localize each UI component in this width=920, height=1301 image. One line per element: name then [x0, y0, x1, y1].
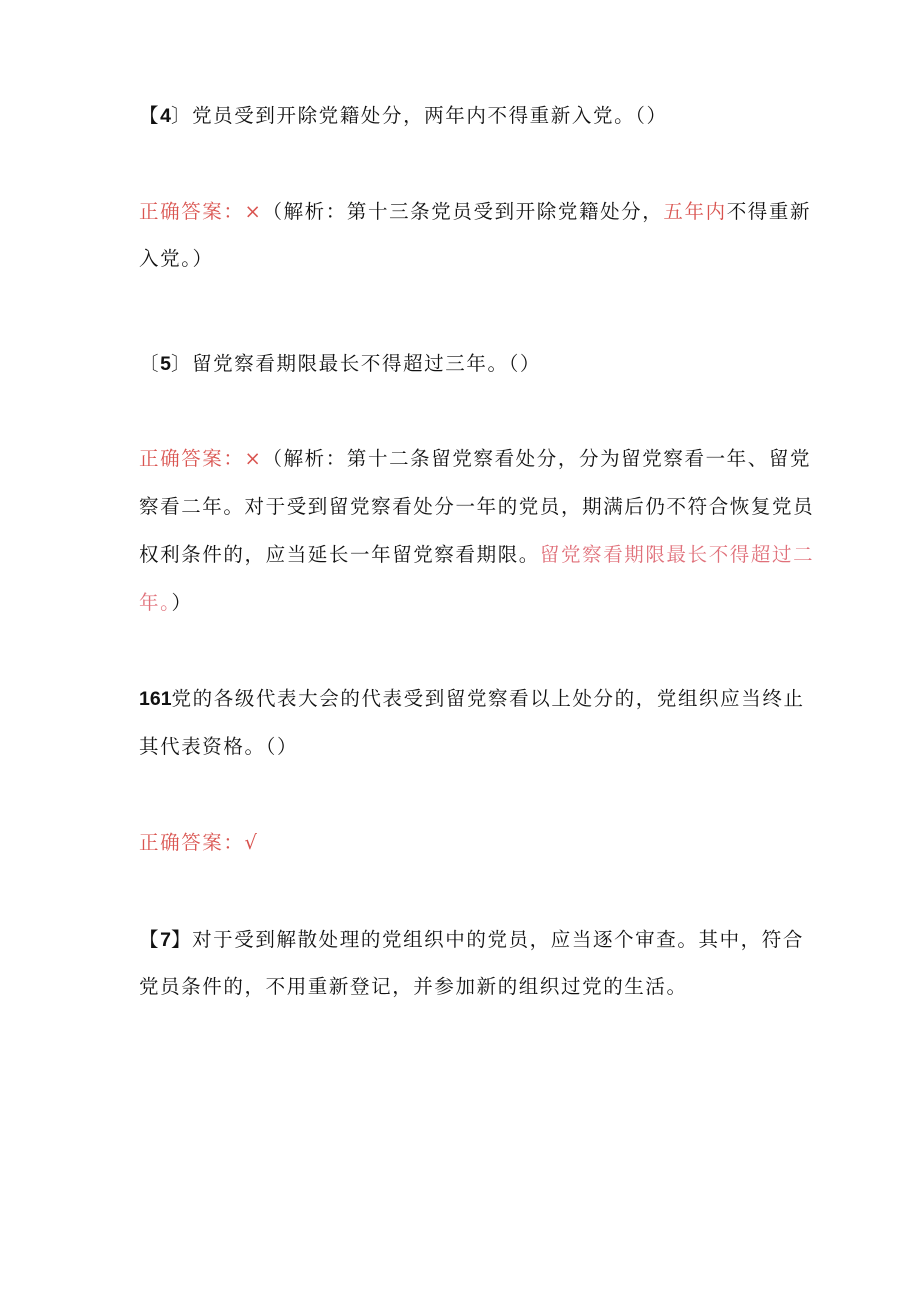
- answer-5-line-4: [139, 590, 193, 616]
- explanation-text: 权利条件的，应当延长一年留党察看期限。: [139, 543, 540, 566]
- answer-label: 正确答案：: [139, 447, 245, 470]
- explanation-highlight: 五年内: [663, 200, 727, 223]
- question-number: 161: [139, 688, 172, 710]
- question-text: 〕留党察看期限最长不得超过三年。（）: [170, 352, 542, 375]
- question-text: 党的各级代表大会的代表受到留党察看以上处分的，党组织应当终止: [171, 687, 805, 710]
- answer-4-line-1: [139, 199, 811, 225]
- answer-4-line-2: [139, 246, 214, 272]
- question-4: [139, 103, 668, 129]
- question-number: 7: [160, 929, 171, 951]
- question-6-line-1: [139, 686, 805, 712]
- answer-5-line-3: [139, 542, 814, 568]
- explanation-text: ）: [171, 591, 193, 614]
- question-7-line-1: [139, 927, 804, 953]
- question-7-line-2: [139, 974, 688, 1000]
- explanation-text: 不得重新: [726, 200, 812, 223]
- answer-6: [139, 830, 259, 856]
- question-text: 〕党员受到开除党籍处分，两年内不得重新入党。（）: [170, 104, 668, 127]
- answer-mark: ×: [244, 447, 263, 470]
- question-text: 】对于受到解散处理的党组织中的党员，应当逐个审查。其中，符合: [170, 928, 804, 951]
- explanation-highlight: 留党察看期限最长不得超过二: [539, 543, 815, 566]
- explanation-text: （解析：第十二条留党察看处分，分为留党察看一年、留党: [262, 447, 812, 470]
- answer-5-line-2: [139, 494, 814, 520]
- answer-label: 正确答案：: [139, 831, 245, 854]
- answer-mark: ×: [244, 200, 263, 223]
- explanation-highlight: 年。: [139, 591, 172, 614]
- answer-mark: √: [244, 831, 259, 854]
- answer-5-line-1: [139, 446, 811, 472]
- question-text: 其代表资格。（）: [139, 735, 299, 758]
- explanation-text: 察看二年。对于受到留党察看处分一年的党员，期满后仍不符合恢复党员: [139, 495, 815, 518]
- question-5: [139, 351, 541, 377]
- answer-label: 正确答案：: [139, 200, 245, 223]
- explanation-text: 入党。）: [139, 247, 214, 270]
- bracket-open: 【: [139, 928, 161, 951]
- question-number: 5: [160, 353, 171, 375]
- question-number: 4: [160, 105, 171, 127]
- question-6-line-2: [139, 734, 298, 760]
- bracket-open: 〔: [139, 352, 161, 375]
- explanation-text: （解析：第十三条党员受到开除党籍处分，: [262, 200, 664, 223]
- bracket-open: 【: [139, 104, 161, 127]
- question-text: 党员条件的，不用重新登记，并参加新的组织过党的生活。: [139, 975, 688, 998]
